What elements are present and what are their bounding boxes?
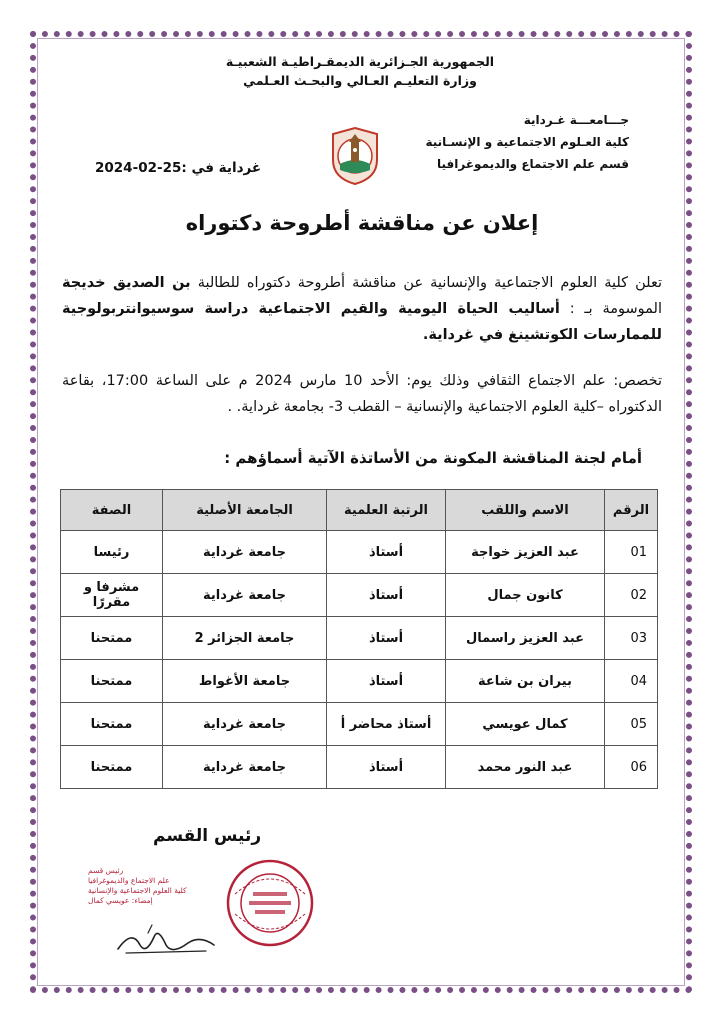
member-role: ممتحنا — [61, 660, 163, 703]
member-role: ممتحنا — [61, 703, 163, 746]
thesis-title: أساليب الحياة اليومية والقيم الاجتماعية دراسة سوسيوانتربولوجية للممارسات الكوتشينغ في غرداية. — [62, 301, 662, 343]
table-row — [61, 574, 658, 617]
member-university: جامعة غرداية — [163, 746, 327, 789]
header-university: الجامعة الأصلية — [163, 490, 327, 531]
stamp-line: كلية العلوم الاجتماعية والإنسانية — [88, 886, 187, 895]
announcement-paragraph — [62, 270, 662, 348]
table-row — [61, 531, 658, 574]
table-row — [61, 617, 658, 660]
member-rank: أستاذ — [327, 617, 446, 660]
member-university: جامعة الأغواط — [163, 660, 327, 703]
table-header-row — [61, 490, 658, 531]
member-rank: أستاذ — [327, 746, 446, 789]
department-name: قسم علم الاجتماع والديموغرافيا — [437, 157, 629, 171]
university-seal — [225, 858, 315, 948]
row-number: 05 — [605, 703, 658, 746]
ministry-heading: وزارة التعليـم العـالي والبحـث العـلمي — [243, 73, 477, 88]
faculty-name: كلية العـلوم الاجتماعية و الإنسـانية — [425, 135, 629, 149]
row-number: 06 — [605, 746, 658, 789]
row-number: 04 — [605, 660, 658, 703]
member-name: كمال عويسي — [446, 703, 605, 746]
committee-intro: أمام لجنة المناقشة المكونة من الأساتذة الآتية أسماؤهم : — [224, 449, 642, 467]
announcement-titled: الموسومة بـ : — [559, 301, 662, 317]
handwritten-signature — [110, 915, 220, 960]
announcement-date: غرداية في :25-02-2024 — [95, 160, 262, 176]
member-university: جامعة الجزائر 2 — [163, 617, 327, 660]
stamp-line: رئيس قسم — [88, 866, 124, 875]
header-rank: الرتبة العلمية — [327, 490, 446, 531]
member-university: جامعة غرداية — [163, 531, 327, 574]
member-role: رئيسا — [61, 531, 163, 574]
committee-table — [60, 489, 658, 789]
member-role: ممتحنا — [61, 746, 163, 789]
defense-details: تخصص: علم الاجتماع الثقافي وذلك يوم: الأحد 10 مارس 2024 م على الساعة 17:00، بقاعة الدكتوراه –كلية العلوم الاجتماعية والإنسانية – القطب 3- بجامعة غرداية. . — [62, 373, 662, 415]
header-role: الصفة — [61, 490, 163, 531]
member-university: جامعة غرداية — [163, 703, 327, 746]
university-logo — [330, 126, 380, 186]
table-row — [61, 746, 658, 789]
member-rank: أستاذ — [327, 660, 446, 703]
header-number: الرقم — [605, 490, 658, 531]
member-name: عبد العزيز خواجة — [446, 531, 605, 574]
page-title: إعلان عن مناقشة أطروحة دكتوراه — [185, 211, 539, 235]
official-stamp — [88, 866, 213, 906]
member-university: جامعة غرداية — [163, 574, 327, 617]
member-name: بيران بن شاعة — [446, 660, 605, 703]
candidate-name: بن الصديق خديجة — [62, 275, 191, 291]
republic-heading: الجمهورية الجـزائرية الديمقـراطيـة الشعبيـة — [225, 54, 495, 69]
row-number: 02 — [605, 574, 658, 617]
table-row — [61, 660, 658, 703]
stamp-line: علم الاجتماع والديموغرافيا — [88, 876, 170, 885]
member-rank: أستاذ محاضر أ — [327, 703, 446, 746]
row-number: 01 — [605, 531, 658, 574]
member-role: ممتحنا — [61, 617, 163, 660]
member-name: عبد النور محمد — [446, 746, 605, 789]
member-rank: أستاذ — [327, 574, 446, 617]
table-row — [61, 703, 658, 746]
member-name: عبد العزيز راسمال — [446, 617, 605, 660]
member-role: مشرفا و مقررًا — [61, 574, 163, 617]
university-name: جـــامعـــة غـرداية — [523, 113, 629, 127]
row-number: 03 — [605, 617, 658, 660]
stamp-line: إمضاء: عويسي كمال — [88, 896, 153, 905]
announcement-intro: تعلن كلية العلوم الاجتماعية والإنسانية عن مناقشة أطروحة دكتوراه للطالبة — [190, 275, 662, 291]
member-name: كانون جمال — [446, 574, 605, 617]
department-head-title: رئيس القسم — [153, 826, 262, 846]
member-rank: أستاذ — [327, 531, 446, 574]
header-name: الاسم واللقب — [446, 490, 605, 531]
